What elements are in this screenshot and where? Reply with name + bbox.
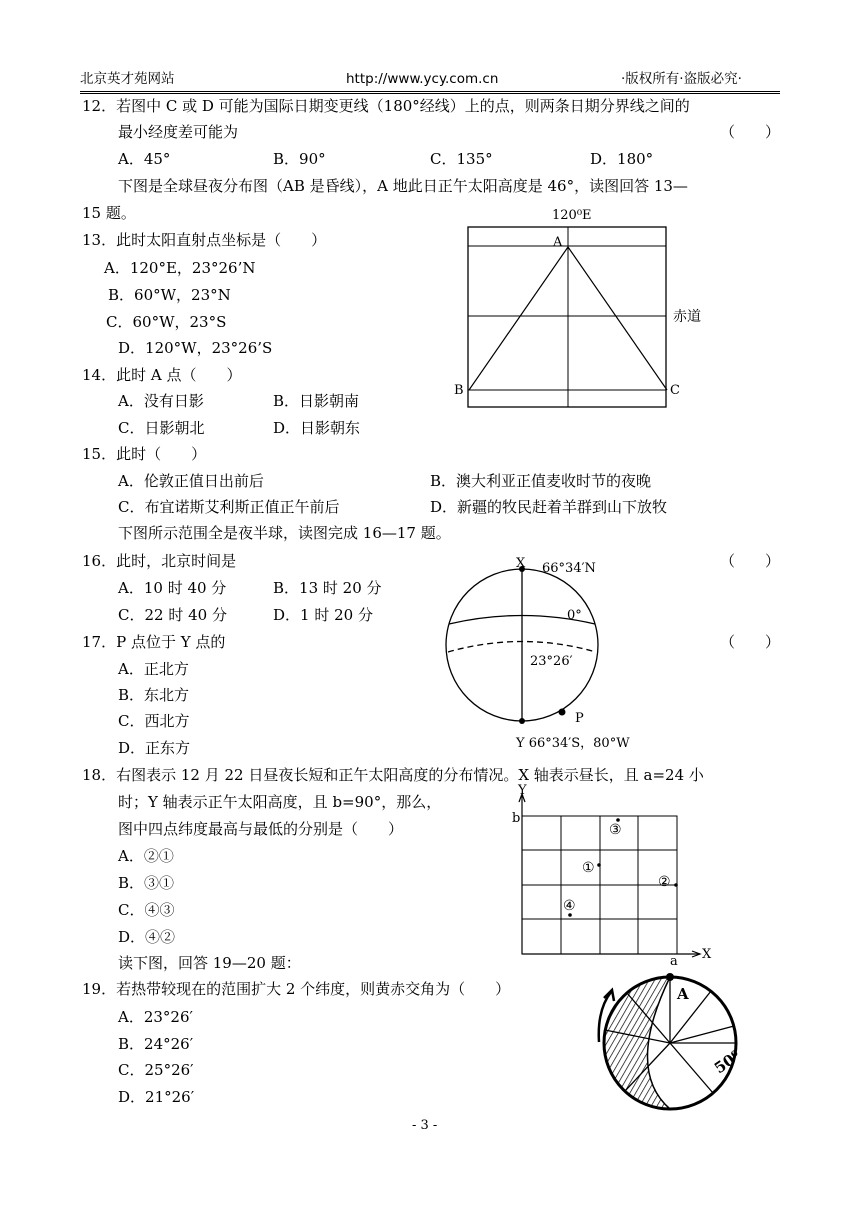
q14-option-d: D．日影朝东 bbox=[273, 419, 361, 437]
q13-option-b: B．60°W，23°N bbox=[108, 286, 231, 304]
fig2-label-x: X bbox=[516, 556, 526, 571]
q18-option-b: B．③① bbox=[118, 874, 175, 892]
intro-16-line1: 下图所示范围全是夜半球，读图完成 16—17 题。 bbox=[118, 524, 451, 542]
q19-stem: 19．若热带较现在的范围扩大 2 个纬度，则黄赤交角为（ ） bbox=[82, 980, 511, 998]
intro-13-line2: 15 题。 bbox=[82, 204, 136, 222]
fig1-frame bbox=[468, 227, 666, 407]
fig3-label-3: ③ bbox=[609, 822, 622, 838]
fig2-label-y: Y 66°34′S，80°W bbox=[516, 736, 630, 751]
q17-option-d: D．正东方 bbox=[118, 739, 191, 757]
night-hemisphere-figure bbox=[430, 555, 690, 755]
fig1-equator-label: 赤道 bbox=[673, 309, 701, 325]
header-site-name: 北京英才苑网站 bbox=[80, 71, 175, 87]
q16-option-c: C．22 时 40 分 bbox=[118, 606, 227, 624]
q12-stem-line2: 最小经度差可能为 bbox=[118, 123, 239, 141]
fig1-dusk-line-ab bbox=[469, 247, 568, 390]
fig3-dot-1 bbox=[597, 863, 601, 867]
fig1-point-a: A bbox=[553, 235, 563, 250]
fig3-y-axis-label: Y bbox=[518, 783, 527, 798]
intro-13-line1: 下图是全球昼夜分布图（AB 是昏线），A 地此日正午太阳高度是 46°，读图回答 13— bbox=[118, 177, 688, 195]
day-night-map-figure bbox=[440, 205, 730, 415]
header-copyright: ·版权所有·盗版必究· bbox=[621, 71, 742, 87]
fig3-a-label: a bbox=[670, 954, 678, 969]
q12-option-d: D．180° bbox=[590, 150, 654, 168]
header-rule-2 bbox=[80, 93, 780, 94]
q17-answer-blank: （ ） bbox=[720, 633, 781, 651]
q17-option-c: C．西北方 bbox=[118, 712, 190, 730]
q13-option-d: D．120°W，23°26’S bbox=[118, 339, 273, 357]
q12-option-b: B．90° bbox=[273, 150, 326, 168]
header-rule bbox=[80, 91, 780, 92]
q15-option-c: C．布宜诺斯艾利斯正值正午前后 bbox=[118, 498, 340, 516]
q15-option-d: D．新疆的牧民赶着羊群到山下放牧 bbox=[430, 498, 668, 516]
intro-19-line1: 读下图，回答 19—20 题： bbox=[118, 954, 301, 972]
q14-option-a: A．没有日影 bbox=[118, 392, 204, 410]
q12-option-a: A．45° bbox=[118, 150, 171, 168]
fig1-longitude-label: 120⁰E bbox=[552, 208, 592, 223]
fig1-point-c: C bbox=[670, 383, 680, 398]
q12-stem-line1: 12．若图中 C 或 D 可能为国际日期变更线（180°经线）上的点，则两条日期分界线之间的 bbox=[82, 97, 690, 115]
q12-answer-blank: （ ） bbox=[720, 123, 781, 141]
q14-option-b: B．日影朝南 bbox=[273, 392, 360, 410]
fig2-label-p: P bbox=[575, 711, 584, 726]
q16-stem: 16．此时，北京时间是 bbox=[82, 552, 237, 570]
q19-option-b: B．24°26′ bbox=[118, 1035, 194, 1053]
q12-option-c: C．135° bbox=[430, 150, 493, 168]
q17-option-b: B．东北方 bbox=[118, 686, 190, 704]
header-url[interactable]: http://www.ycy.com.cn bbox=[346, 71, 499, 87]
q13-stem: 13．此时太阳直射点坐标是（ ） bbox=[82, 231, 327, 249]
fig4-angle-label: 50⁰ bbox=[710, 1046, 744, 1078]
q18-stem-line3: 图中四点纬度最高与最低的分别是（ ） bbox=[118, 820, 404, 838]
q19-option-c: C．25°26′ bbox=[118, 1061, 194, 1079]
q14-stem: 14．此时 A 点（ ） bbox=[82, 366, 242, 384]
fig3-dot-2 bbox=[674, 883, 678, 887]
fig4-point-a-dot bbox=[666, 973, 674, 981]
fig4-point-a: A bbox=[677, 985, 689, 1003]
q15-stem: 15．此时（ ） bbox=[82, 445, 207, 463]
q18-option-a: A．②① bbox=[118, 847, 174, 865]
q13-option-a: A．120°E，23°26’N bbox=[104, 259, 256, 277]
q16-option-d: D．1 时 20 分 bbox=[273, 606, 373, 624]
fig2-point-p bbox=[559, 709, 566, 716]
fig2-label-66n: 66°34′N bbox=[542, 561, 596, 576]
q18-stem-line1: 18．右图表示 12 月 22 日昼夜长短和正午太阳高度的分布情况。X 轴表示昼长，且 a=24 小 bbox=[82, 766, 704, 784]
q16-option-a: A．10 时 40 分 bbox=[118, 579, 227, 597]
q17-option-a: A．正北方 bbox=[118, 660, 189, 678]
fig2-label-2326: 23°26′ bbox=[530, 654, 573, 669]
page-number: - 3 - bbox=[412, 1118, 438, 1133]
fig2-point-y bbox=[519, 718, 525, 724]
q17-stem: 17．P 点位于 Y 点的 bbox=[82, 633, 226, 651]
fig3-b-label: b bbox=[512, 811, 521, 826]
earth-illumination-figure bbox=[585, 970, 755, 1115]
q15-option-b: B．澳大利亚正值麦收时节的夜晚 bbox=[430, 472, 652, 490]
fig3-x-axis-label: X bbox=[702, 947, 712, 962]
q18-option-c: C．④③ bbox=[118, 901, 175, 919]
fig3-label-2: ② bbox=[658, 874, 671, 890]
fig1-line-ac bbox=[568, 247, 667, 390]
fig2-label-0: 0° bbox=[567, 608, 582, 623]
q18-stem-line2: 时；Y 轴表示正午太阳高度，且 b=90°，那么， bbox=[118, 793, 442, 811]
q14-option-c: C．日影朝北 bbox=[118, 419, 205, 437]
q16-option-b: B．13 时 20 分 bbox=[273, 579, 382, 597]
q18-option-d: D．④② bbox=[118, 928, 176, 946]
fig1-point-b: B bbox=[454, 383, 464, 398]
fig3-label-1: ① bbox=[582, 860, 595, 876]
q15-option-a: A．伦敦正值日出前后 bbox=[118, 472, 264, 490]
q13-option-c: C．60°W，23°S bbox=[106, 313, 227, 331]
fig3-grid bbox=[522, 816, 677, 954]
fig3-label-4: ④ bbox=[563, 898, 576, 914]
q19-option-d: D．21°26′ bbox=[118, 1088, 195, 1106]
q19-option-a: A．23°26′ bbox=[118, 1008, 193, 1026]
daylength-grid-figure bbox=[500, 782, 730, 967]
q16-answer-blank: （ ） bbox=[720, 552, 781, 570]
